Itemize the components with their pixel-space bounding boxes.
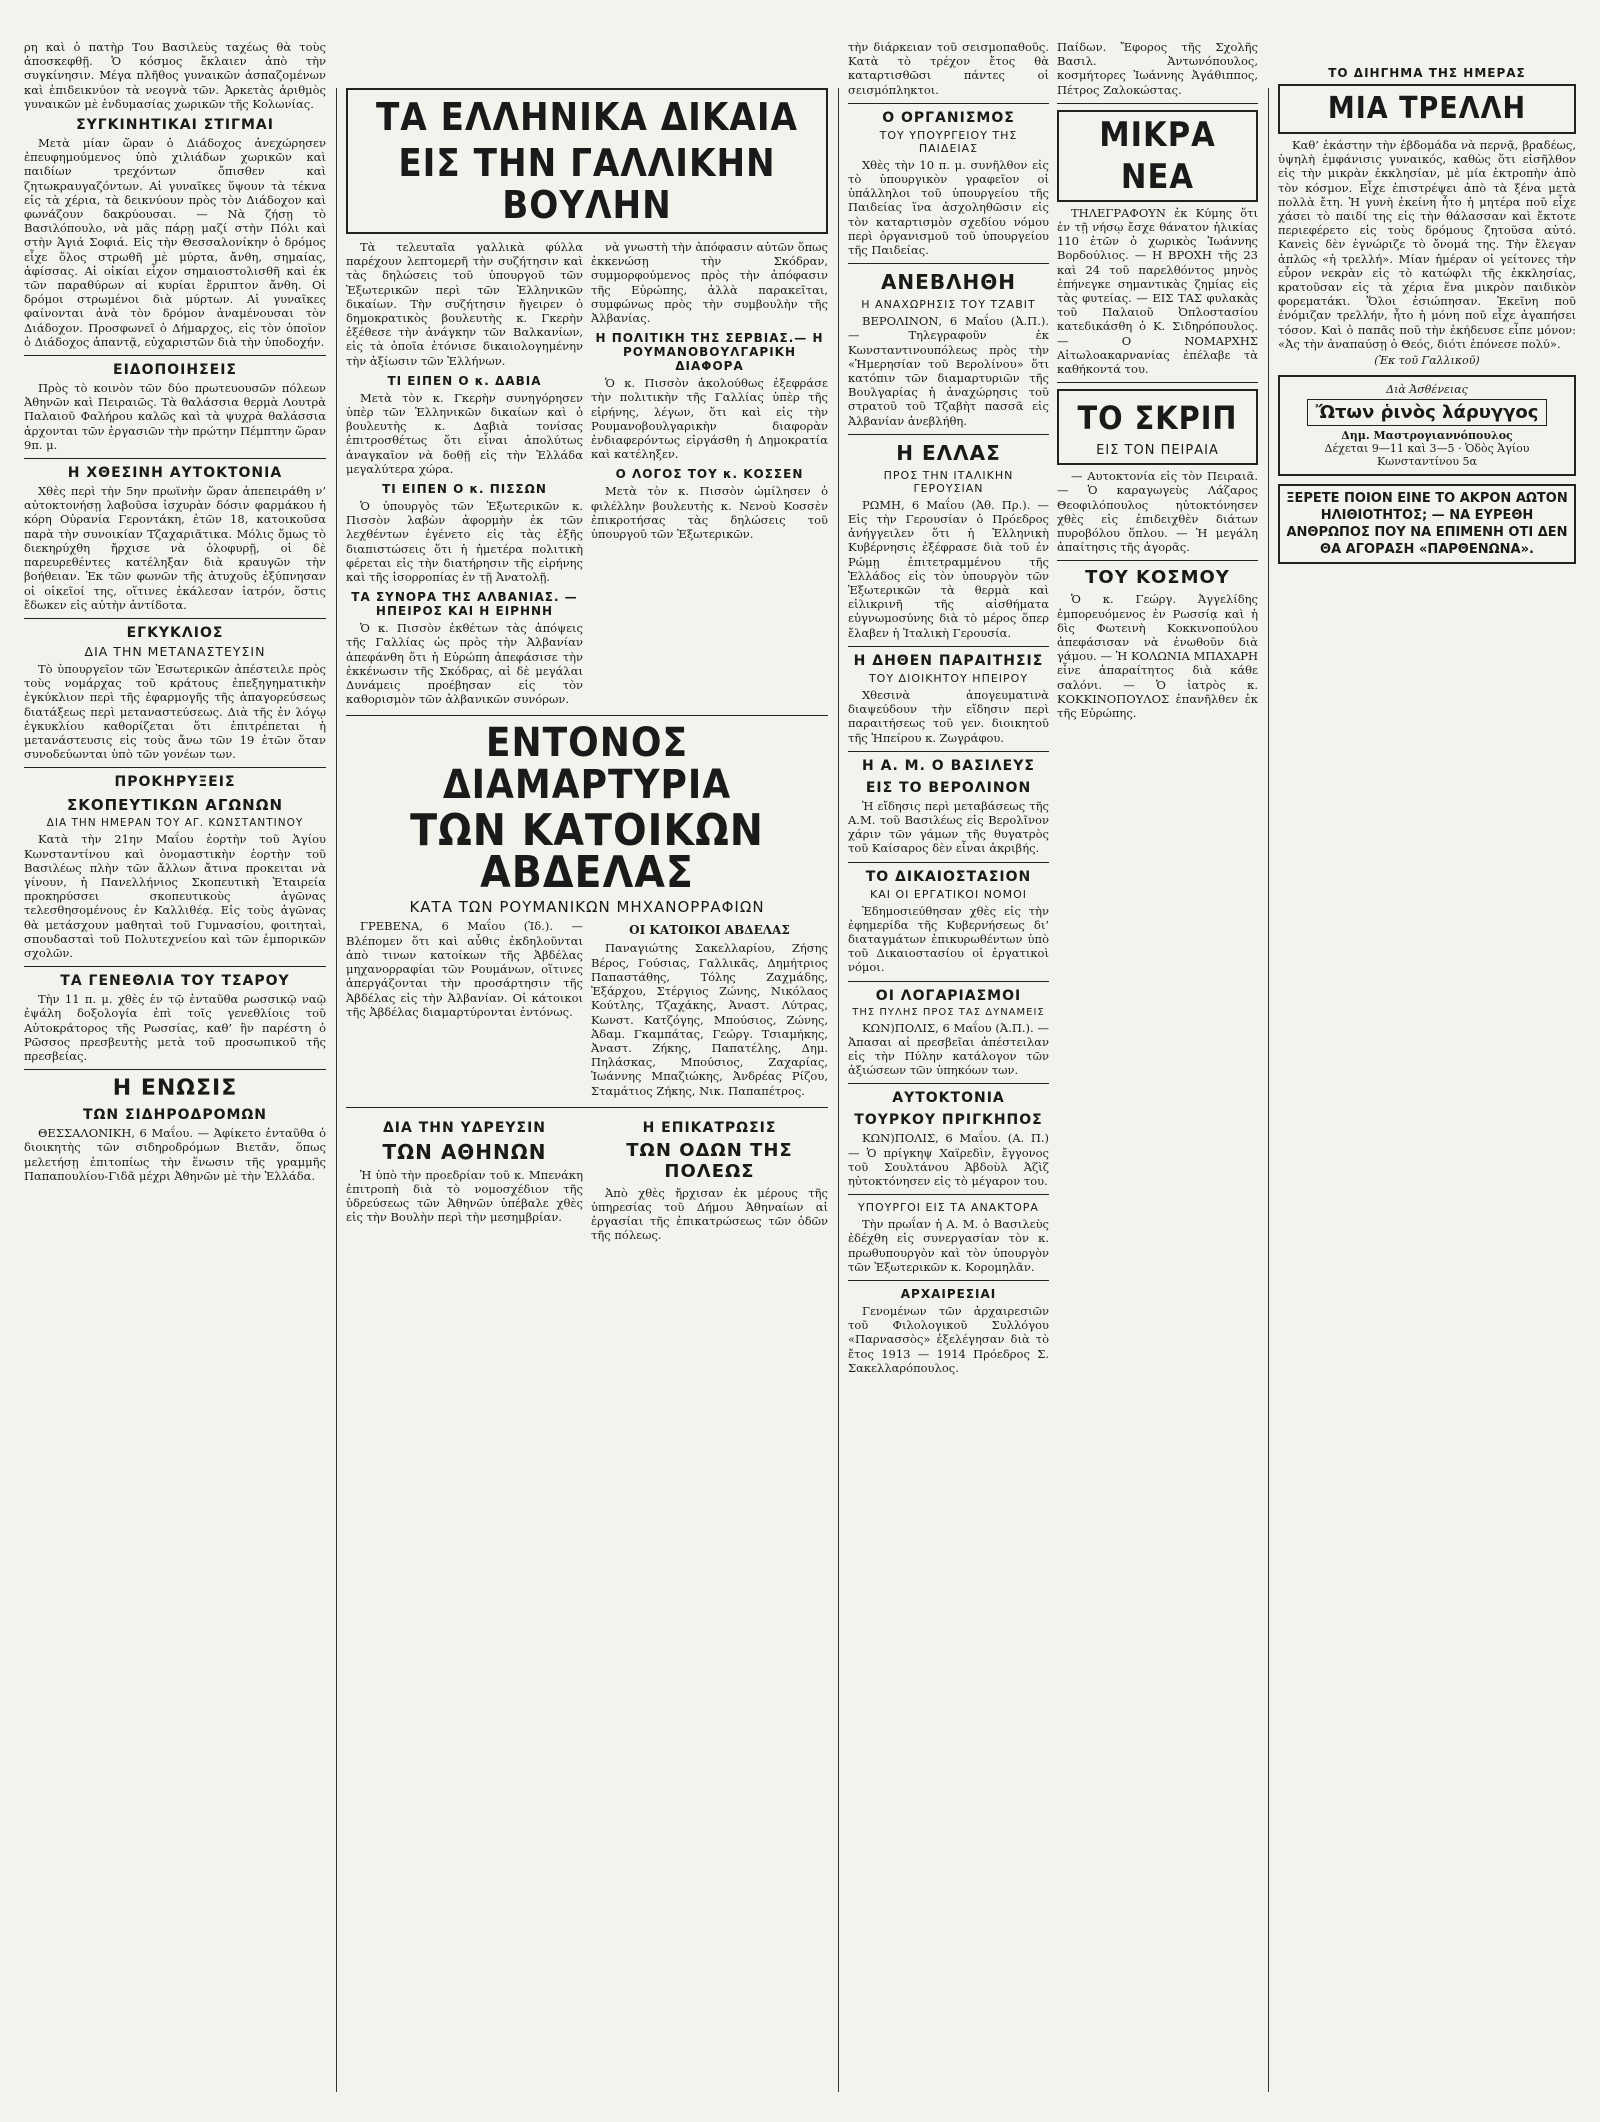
lead-text: Τὰ τελευταῖα γαλλικὰ φύλλα παρέχουν λεπτομερῆ τὴν συζήτησιν καὶ τὰς δηλώσεις τοῦ ὑπουργοῦ τῶν Ἐξωτερικῶν περὶ τῶν Ἑλληνικῶν δικαίων. Τὴν συζήτησιν ἤγειρεν ὁ δημοκρατικὸς βουλευτὴς κ. Γκερὴν ἐξέθεσε τὴν ἀνάγκην τῶν Βαλκανίων, εἰς τὰ ὁποῖα ἐτόνισε δικαιολογημένην τὴν ἀξίωσιν τῶν Ἑλλήνων. [346, 240, 583, 368]
synora-text: Ὁ κ. Πισσὸν ἐκθέτων τὰς ἀπόψεις τῆς Γαλλίας ὡς πρὸς τὴν Ἀλβανίαν ἀπεφάνθη ὅτι ἡ Εὐρώπη ἀπεφάσισε τὴν ἐκκένωσιν τῆς Σκόδρας, αἱ δὲ μεγάλαι Δυνάμεις προέβησαν εἰς τὸν καθορισμὸν τῶν ἀλβανικῶν συνόρων. [346, 621, 583, 707]
skrip-text: — Αυτοκτονία εἰς τὸν Πειραιᾶ. — Ὁ καραγωγεὺς Λάζαρος Θεοφιλόπουλος ηὐτοκτόνησεν χθὲς εἰς ἐπιδειχθὲν διάτων πυροβόλου ὅπλου. — Ἡ μεγάλη ἀπαίτησις τῆς ἀγορᾶς. [1057, 469, 1258, 555]
opening-paragraph: ρη καὶ ὁ πατὴρ Του Βασιλεὺς ταχέως θὰ τοὺς ἀποσκεφθῇ. Ὁ κόσμος ἔκλαιεν ἀπὸ τὴν συγκίνησιν. Μέγα πλῆθος γυναικῶν ἀσπαζομένων καὶ ἐπιδεικνύον τὰ νεογνὰ τῶν. Ἀρκετὰς ἀριθμὸς γυναικῶν μὲ ἐνδυμασίας χωρικῶν τῆς Κολωνίας. [24, 40, 326, 111]
column-rule [1268, 88, 1269, 2092]
parthenon-advertisement: ΞΕΡΕΤΕ ΠΟΙΟΝ ΕΙΝΕ ΤΟ ΑΚΡΟΝ ΑΩΤΟΝ ΗΛΙΘΙΟΤΗΤΟΣ; — ΝΑ ΕΥΡΕΘΗ ΑΝΘΡΩΠΟΣ ΠΟΥ ΝΑ ΕΠΙΜΕΝΗ ΟΤΙ ΔΕΝ ΘΑ ΑΓΟΡΑΣΗ «ΠΑΡΘΕΝΩΝΑ». [1278, 484, 1576, 564]
ypourgoi-text: Τὴν πρωΐαν ἡ Α. Μ. ὁ Βασιλεὺς ἐδέχθη εἰς συνεργασίαν τὸν κ. πρωθυπουργὸν καὶ τὸν ὑπουργὸν τῶν Ἐξωτερικῶν κ. Κορομηλᾶν. [848, 1217, 1049, 1274]
column-rule [336, 88, 337, 2092]
mikra-text: ΤΗΛΕΓΡΑΦΟΥΝ ἐκ Κύμης ὅτι ἐν τῇ νήσῳ ἔσχε θάνατον ἡλικίας 110 ἐτῶν ὁ χωρικὸς Ἰωάννης Βορδούλιος. — Η ΒΡΟΧΗ τῆς 23 καὶ 24 τοῦ παρελθόντος μηνὸς ἐπήνεγκε σημαντικὰς ζημίας εἰς τὰς φυτείας. — ΕΙΣ ΤΑΣ φυλακὰς τοῦ Παλαιοῦ Ὀπλοστασίου κατεδικάσθη ὁ Κ. Σιδηρόπουλος. — Ο ΝΟΜΑΡΧΗΣ Αἰτωλοακαρνανίας ἐπέλαβε τὰ καθήκοντά του. [1057, 205, 1258, 377]
heading-ellas-1: Η ΕΛΛΑΣ [896, 440, 1001, 465]
heading-diamartyria-1: ΕΝΤΟΝΟΣ ΔΙΑΜΑΡΤΥΡΙΑ [442, 720, 732, 809]
heading-dikaiostasion-1: ΤΟ ΔΙΚΑΙΟΣΤΑΣΙΟΝ [865, 868, 1032, 885]
headline-line-1: ΤΑ ΕΛΛΗΝΙΚΑ ΔΙΚΑΙΑ [375, 95, 799, 139]
column-3 [844, 40, 1262, 2092]
ad-line-1: Διὰ Ἀσθένειας [1386, 383, 1468, 397]
heading-aftoktonia-2: ΤΟΥΡΚΟΥ ΠΡΙΓΚΗΠΟΣ [854, 1112, 1043, 1129]
heading-organismos-2: ΤΟΥ ΥΠΟΥΡΓΕΙΟΥ ΤΗΣ ΠΑΙΔΕΙΑΣ [879, 128, 1018, 155]
heading-mikra-nea: ΜΙΚΡΑ ΝΕΑ [1057, 110, 1258, 202]
heading-sygkinitikai: ΣΥΓΚΙΝΗΤΙΚΑΙ ΣΤΙΓΜΑΙ [76, 117, 274, 134]
heading-epikatra: Η ΕΠΙΚΑΤΡΩΣΙΣ [642, 1119, 777, 1136]
heading-kosmou: ΤΟΥ ΚΟΣΜΟΥ [1085, 567, 1230, 589]
heading-aftoktonia-1: ΑΥΤΟΚΤΟΝΙΑ [892, 1090, 1005, 1107]
col3-top-text: τὴν διάρκειαν τοῦ σεισμοπαθοῦς. Κατὰ τὸ τρέχον ἔτος θὰ καταρτισθῶσι πάντες οἱ σεισμόπληκτοι. [848, 40, 1049, 97]
column-4 [1274, 60, 1580, 2092]
heading-paraitisis-1: Η ΔΗΘΕΝ ΠΑΡΑΙΤΗΣΙΣ [853, 652, 1044, 669]
aneval-text: ΒΕΡΟΛΙΝΟΝ, 6 Μαΐου (Ἀ.Π.). — Τηλεγραφοῦν ἐκ Κωνσταντινουπόλεως πρὸς τὴν «Ἡμερησίαν τοῦ Βερολίνου» ὅτι κατόπιν τῶν διαμαρτυριῶν τῆς Βουλγαρίας ἡ ἀναχώρησις τοῦ στρατοῦ τοῦ Τζαβὴτ πασσᾶ εἰς Ἀλβανίαν ἀνεβλήθη. [848, 314, 1049, 428]
heading-vasileus-2: ΕΙΣ ΤΟ ΒΕΡΟΛΙΝΟΝ [865, 779, 1032, 796]
right-lead-text: νὰ γνωστὴ τὴν ἀπόφασιν αὐτῶν ὅπως ἐκκενώσῃ τὴν Σκόδραν, συμμορφούμενος πρὸς τὴν ἀπόφασιν τῆς Εὐρώπης, ἀλλὰ παρακεῖται, συμφώνως πρὸς τὴν συμβουλὴν τῆς Ἀλβανίας. [591, 240, 828, 326]
diigima-source: (Ἐκ τοῦ Γαλλικοῦ) [1374, 354, 1480, 368]
doctor-advertisement [1278, 375, 1576, 476]
heading-aneval-2: Η ΑΝΑΧΩΡΗΣΙΣ ΤΟΥ ΤΖΑΒΙΤ [861, 298, 1036, 312]
heading-dikaiostasion-2: ΚΑΙ ΟΙ ΕΡΓΑΤΙΚΟΙ ΝΟΜΟΙ [870, 887, 1027, 901]
column-rule [838, 88, 839, 2092]
sygkinitikai-text: Μετὰ μίαν ὥραν ὁ Διάδοχος ἀνεχώρησεν ἐπευφημούμενος ὑπὸ χιλιάδων χωρικῶν καὶ παιδίων τρεχόντων ὄπισθεν καὶ ζητωκραυγαζόντων. Αἱ γυναῖκες ὕψουν τὰ τέκνα εἰς τὰ χέρια, τὰ δεικνύουν πρὸς τὸν Διάδοχον καὶ φωνάζουν δακρύουσαι. — Νὰ ζήσῃ τὸ Βασιλόπουλο, νὰ μᾶς πάρῃ μαζί στὴν Πόλι καὶ στὴν Ἁγιά Σοφιά. Εἰς τὴν Θεσσαλονίκην ὁ δρόμος εἶχε ὅλος στρωθῆ μὲ μύρτα, ἄνθη, σημαίας, ἀφίσσας. Αἱ οἰκίαι εἶχον σημαιοστολισθῆ καὶ ἐκ τῶν παραθύρων αἱ κυρίαι ἔρριπτον ἄνθη. Οἱ δρόμοι στρωμένοι διὰ μύρτων. Αἱ γυναῖκες φαίνονται ἀνὰ τὸν δρόμον ἀναμένουσαι τὸν Διάδοχον. Προσφωνεῖ ὁ Δήμαρχος, εἰς τὸν ὁποῖον ὁ Διάδοχος ἀπαντᾷ, εὐχαριστῶν διὰ τὴν ὑποδοχήν. [24, 136, 326, 349]
eidopoiiseis-text: Πρὸς τὸ κοινὸν τῶν δύο πρωτευουσῶν πόλεων Ἀθηνῶν καὶ Πειραιῶς. Τὰ θαλάσσια θερμὰ Λουτρὰ Παλαιοῦ Φαλήρου καλῶς καὶ τὰ ψυχρὰ θαλάσσια ἀρχονται τῶν ἐργασιῶν τὴν πρώτην Πέμπτην ὥραν 9π. μ. [24, 381, 326, 452]
archairesiai-text: Γενομένων τῶν ἀρχαιρεσιῶν τοῦ Φιλολογικοῦ Συλλόγου «Παρνασσὸς» ἐξελέγησαν διὰ τὸ ἔτος 1913 — 1914 Πρόεδρος Σ. Σακελλαρόπουλος. [848, 1303, 1049, 1375]
diigima-text: Καθ’ ἑκάστην τὴν ἑβδομάδα νὰ περνᾷ, βραδέως, ὑψηλὴ ἐμφάνισις γυναικός, καθὼς ὅτι εἰσῆλθον εἰς τὴν μικρὰν ἐκκλησίαν, μὲ μία ἐκτροπὴν ἀπὸ τὸν κόσμον. Εἶχε ἐπιστρέψει ἀπὸ τὰ ξένα μετὰ πολλὰ ἔτη. Ἡ γυνὴ ἐκείνη ἦτο ἡ μητέρα ποῦ εἶχε χάσει τὸ παιδί της εἰς τὴν θάλασσαν καὶ ἔκτοτε περιεφέρετο εἰς τοὺς δρόμους ζητοῦσα αὐτό. Κανεὶς δὲν ἐγνώριζε τὸ ὄνομά της. Τὴν ἔλεγαν ἁπλῶς «ἡ τρελλή». Μίαν ἡμέραν οἱ γείτονες τὴν εὗρον νεκρὰν εἰς τὸ κατώφλι τῆς ἐκκλησίας, κρατοῦσαν εἰς τὰ χέρια ἕνα μικρὸν παιδικὸν φορεματάκι. Ὅλοι ἐσιώπησαν. Ἐκεῖνη ποῦ ἐνόμιζαν τρελλήν, ἦτο ἡ μόνη ποῦ εἶχε ἀγαπήσει τόσον. Καὶ ὁ παπᾶς ποῦ τὴν ἐκήδευσε εἶπε μόνον: «Ἀς τὴν ἀναπαύσῃ ὁ Θεός, διότι ἐπόνεσε πολύ». [1278, 138, 1576, 351]
genethlia-text: Τὴν 11 π. μ. χθὲς ἐν τῷ ἐνταῦθα ρωσσικῷ ναῷ ἐψάλη δοξολογία ἐπὶ τοῖς γενεθλίοις τοῦ Αὐτοκράτορος τῆς Ρωσσίας, καθ’ ἣν παρέστη ὁ Ρῶσσος πρεσβευτὴς μετὰ τοῦ προσωπικοῦ τῆς πρεσβείας. [24, 992, 326, 1063]
column-1 [20, 40, 330, 2092]
heading-mia-trelli: ΜΙΑ ΤΡΕΛΛΗ [1278, 84, 1576, 134]
headline-box [346, 88, 828, 234]
ellas-text: ΡΩΜΗ, 6 Μαΐου (Ἀθ. Πρ.). — Εἰς τὴν Γερουσίαν ὁ Πρόεδρος ἀνήγγειλεν ὅτι ἡ Ἑλληνικὴ Κυβέρνησις ἐξέφρασε διὰ τοῦ ἐν Ρώμῃ ἐπιτετραμμένου τῆς Ἑλλάδος εἰς τὸν ὑπουργὸν τῶν Ἐξωτερικῶν τὰ θερμὰ καὶ εἰλικρινῆ τῆς αἰσθήματα εὐγνωμοσύνης διὰ τὸ μέρος ὅπερ ἔλαβεν ἡ Ἰταλικὴ Γερουσία. [848, 497, 1049, 640]
vasileus-text: Ἡ εἴδησις περὶ μεταβάσεως τῆς Α.Μ. τοῦ Βασιλέως εἰς Βερολῖνον χάριν τῶν γάμων τῆς θυγατρὸς τοῦ Καίσαρος δὲν εἶναι ἀκριβής. [848, 798, 1049, 856]
ad-line-4: Δέχεται 9—11 καὶ 3—5 · Ὁδὸς Ἁγίου Κωνσταντίνου 5α [1324, 442, 1530, 469]
heading-ypourgoi: ΥΠΟΥΡΓΟΙ ΕΙΣ ΤΑ ΑΝΑΚΤΟΡΑ [858, 1201, 1039, 1215]
heading-politiki: Η ΠΟΛΙΤΙΚΗ ΤΗΣ ΣΕΡΒΙΑΣ.— Η ΡΟΥΜΑΝΟΒΟΥΛΓΑΡΙΚΗ ΔΙΑΦΟΡΑ [595, 331, 824, 374]
heading-ydreysi-sub: ΤΩΝ ΑΘΗΝΩΝ [382, 1139, 547, 1164]
heading-diigima: ΤΟ ΔΙΗΓΗΜΑ ΤΗΣ ΗΜΕΡΑΣ [1328, 66, 1526, 80]
logariasmoi-text: ΚΩΝ)ΠΟΛΙΣ, 6 Μαΐου (Ἀ.Π.). — Ἀπασαι αἱ πρεσβεῖαι ἀπέστειλαν εἰς τὴν Πύλην κατάλογον τῶν ἀξιώσεων τῶν ὑπηκόων των. [848, 1020, 1049, 1078]
heading-skrip-1: ΤΟ ΣΚΡΙΠ [1077, 399, 1238, 438]
heading-egkyklios: ΕΓΚΥΚΛΙΟΣ [126, 624, 224, 641]
heading-ydreysi: ΔΙΑ ΤΗΝ ΥΔΡΕΥΣΙΝ [382, 1119, 547, 1136]
heading-xoesini: Η ΧΘΕΣΙΝΗ ΑΥΤΟΚΤΟΝΙΑ [67, 465, 283, 482]
pisson-text: Ὁ ὑπουργὸς τῶν Ἐξωτερικῶν κ. Πισσὸν λαβὼν ἀφορμὴν ἐκ τῶν λεχθέντων ἐγένετο εἰς τὰς ἑξῆς διαπιστώσεις ὅτι ἡ ἡμετέρα πολιτικὴ φέρεται εἰς τὴν διατήρησιν τῆς εἰρήνης καὶ τῆς ἰσορροπίας ἐν τῇ Ἀνατολῇ. [346, 499, 583, 585]
col3b-top-text: Παίδων. Ἔφορος τῆς Σχολῆς Βασιλ. Ἀντωνόπουλος, κοσμήτορες Ἰωάννης Ἀγάθιππος, Πέτρος Ζαλοκώστας. [1057, 40, 1258, 97]
headline-line-2: ΕΙΣ ΤΗΝ ΓΑΛΛΙΚΗΝ ΒΟΥΛΗΝ [398, 141, 776, 227]
prokirixeis-text: Κατὰ τὴν 21ην Μαΐου ἑορτὴν τοῦ Ἁγίου Κωνσταντίνου καὶ ὀνομαστικὴν ἑορτὴν τοῦ Βασιλέως πλὴν τῶν ἄλλων ἄτινα προκειται νὰ γίνουν, ἡ Πανελλήνιος Σκοπευτικὴ Ἑταιρεία προκηρύσσει σκοπευτικοὺς ἀγῶνας τελεσθησομένους ἐν Καλλιθέᾳ. Εἰς τοὺς ἀγῶνας θὰ μετάσχουν μαθηταὶ τοῦ Γυμνασίου, φοιτηταὶ, σπουδασταὶ τοῦ Πολυτεχνείου καὶ τῶν ἐμπορικῶν σχολῶν. [24, 832, 326, 960]
paraitisis-text: Χθεσινὰ ἀπογευματινὰ διαψεύδουν τὴν εἴδησιν περὶ παραιτήσεως τοῦ γεν. διοικητοῦ τῆς Ἠπείρου κ. Ζωγράφου. [848, 687, 1049, 745]
ad-line-3: Δημ. Μαστρογιαννόπουλος [1341, 429, 1513, 443]
heading-diamartyria-sub: ΚΑΤΑ ΤΩΝ ΡΟΥΜΑΝΙΚΩΝ ΜΗΧΑΝΟΡΡΑΦΙΩΝ [409, 898, 765, 917]
heading-ellas-2: ΠΡΟΣ ΤΗΝ ΙΤΑΛΙΚΗΝ ΓΕΡΟΥΣΙΑΝ [883, 468, 1014, 495]
dadia-text: Μετὰ τὸν κ. Γκερὴν συνηγόρησεν ὑπὲρ τῶν Ἑλληνικῶν δικαίων καὶ ὁ βουλευτὴς κ. Δαβιὰ τονίσας ἐπιτροσθέτως ὅτι εἶναι ἀπολύτως ἀναγκαῖον νὰ δοθῇ εἰς τὴν Ἑλλάδα μεγαλύτερα χώρα. [346, 390, 583, 476]
organismos-text: Χθὲς τὴν 10 π. μ. συνῆλθον εἰς τὸ ὑπουργικὸν γραφεῖον οἱ ὑπάλληλοι τοῦ ὑπουργείου τῆς Παιδείας ἵνα ἀσχοληθῶσιν εἰς τὸν καταρτισμὸν σχεδίου νόμου περὶ ὀργανισμοῦ τοῦ ὑπουργείου τῆς Παιδείας. [848, 157, 1049, 258]
heading-dadia: ΤΙ ΕΙΠΕΝ Ο κ. ΔΑΒΙΑ [387, 373, 542, 388]
heading-pisson: ΤΙ ΕΙΠΕΝ Ο κ. ΠΙΣΣΩΝ [382, 482, 547, 497]
heading-aneval-1: ΑΝΕΒΛΗΘΗ [880, 270, 1017, 295]
epikatra-text: Ἀπὸ χθὲς ἤρχισαν ἐκ μέρους τῆς ὑπηρεσίας τοῦ Δήμου Ἀθηναίων αἱ ἐργασίαι τῆς ἐπικατρώσεως τῶν ὁδῶν τῆς πόλεως. [591, 1185, 828, 1243]
heading-enosis: Η ΕΝΩΣΙΣ [112, 1076, 238, 1102]
xoesini-text: Χθὲς περὶ τὴν 5ην πρωϊνὴν ὥραν ἀπεπειράθη ν’ αὐτοκτονήσῃ λαβοῦσα ἰσχυρὰν δόσιν φαρμάκου ἡ κόρη Οὐρανία Γεροντάκη, ἐτῶν 18, κατοικοῦσα παρὰ τὴν συνοικίαν Τζαχαριᾶτικα. Μόλις ὅμως τὸ διεκηρύχθη ἤρχισε νὰ ὀλοφυρῇ, οἱ δὲ παρευρεθέντες κατέληξαν διὰ κραυγῶν τὴν βοήθειαν. Ἐκ τῶν φωνῶν τῆς ἀτυχοῦς ἐξύπνησαν οἱ οἰκεῖοί της, οἵτινες ἐκάλεσαν ἰατρόν, ὅστις ἔδωκεν εἰς αὐτὴν ἀντίδοτα. [24, 484, 326, 612]
column-2 [342, 88, 832, 2092]
heading-prokirixeis-sub: ΔΙΑ ΤΗΝ ΗΜΕΡΑΝ ΤΟΥ ΑΓ. ΚΩΝΣΤΑΝΤΙΝΟΥ [46, 817, 304, 830]
heading-enosis-sub: ΤΩΝ ΣΙΔΗΡΟΔΡΟΜΩΝ [82, 1107, 268, 1124]
dikaiostasion-text: Ἐδημοσιεύθησαν χθὲς εἰς τὴν ἐφημερίδα τῆς Κυβερνήσεως δι’ διαταγμάτων ἐπικυρωθέντων ὑπὸ τοῦ Δικαιοστασίου οἱ ἐργατικοὶ νόμοι. [848, 903, 1049, 975]
heading-logariasmoi-2: ΤΗΣ ΠΥΛΗΣ ΠΡΟΣ ΤΑΣ ΔΥΝΑΜΕΙΣ [852, 1006, 1045, 1018]
heading-kossen: Ο ΛΟΓΟΣ ΤΟΥ κ. ΚΟΣΣΕΝ [615, 467, 804, 482]
heading-logariasmoi-1: ΟΙ ΛΟΓΑΡΙΑΣΜΟΙ [875, 987, 1022, 1004]
heading-egkyklios-sub: ΔΙΑ ΤΗΝ ΜΕΤΑΝΑΣΤΕΥΣΙΝ [84, 643, 266, 659]
heading-synora: ΤΑ ΣΥΝΟΡΑ ΤΗΣ ΑΛΒΑΝΙΑΣ. — ΗΠΕΙΡΟΣ ΚΑΙ Η ΕΙΡΗΝΗ [351, 590, 578, 619]
kosmou-text: Ὁ κ. Γεώργ. Ἀγγελίδης ἐμπορευόμενος ἐν Ρωσσίᾳ καὶ ἡ δὶς Φωτεινὴ Κοκκινοπούλου ἀπεφάσισαν νὰ ἑνωθοῦν διὰ γάμου. — Ἡ ΚΟΛΩΝΙΑ ΜΠΑΧΑΡΗ εἶνε ἀπαραίτητος διὰ κάθε σαλόνι. — Ὁ ἰατρὸς κ. ΚΟΚΚΙΝΟΠΟΥΛΟΣ ἐπανῆλθεν ἐκ τῆς Εὐρώπης. [1057, 592, 1258, 721]
heading-prokirixeis-b: ΣΚΟΠΕΥΤΙΚΩΝ ΑΓΩΝΩΝ [66, 796, 284, 815]
kossen-text: Μετὰ τὸν κ. Πισσὸν ὡμίλησεν ὁ φιλέλλην βουλευτὴς κ. Νενοὺ Κοσσὲν ἐπικροτήσας τὰς δηλώσεις τοῦ ὑπουργοῦ τῶν Ἐξωτερικῶν. [591, 484, 828, 542]
heading-eidopoiiseis: ΕΙΔΟΠΟΙΗΣΕΙΣ [113, 362, 237, 379]
katoikoi-heading: ΟΙ ΚΑΤΟΙΚΟΙ ΑΒΔΕΛΑΣ [629, 923, 790, 938]
heading-diamartyria-2: ΤΩΝ ΚΑΤΟΙΚΩΝ ΑΒΔΕΛΑΣ [410, 805, 764, 899]
ydreysi-text: Ἡ ὑπὸ τὴν προεδρίαν τοῦ κ. Μπενάκη ἐπιτροπὴ διὰ τὸ νομοσχέδιον τῆς ὑδρεύσεως τῶν Ἀθηνῶν ὑπέβαλε χθὲς εἰς τὴν Βουλὴν περὶ τὴν μεσημβρίαν. [346, 1167, 583, 1225]
heading-paraitisis-2: ΤΟΥ ΔΙΟΙΚΗΤΟΥ ΗΠΕΙΡΟΥ [868, 671, 1029, 685]
diamartyria-text: ΓΡΕΒΕΝΑ, 6 Μαΐου (Ἰδ.). — Βλέπομεν ὅτι καὶ αὖθις ἐκδηλοῦνται ἀπὸ τινων κατοίκων τῆς Ἀβδέλας μηχανορραφίαι τῶν Ρουμάνων, οἵτινες ἀπεργάζονται τὴν προσάρτησιν τῆς Ἀβδέλας εἰς τὴν Ἀλβανίαν. Οἱ κάτοικοι τῆς Ἀβδέλας διαμαρτύρονται ἐντόνως. [346, 919, 583, 1019]
heading-skrip-2: ΕΙΣ ΤΟΝ ΠΕΙΡΑΙΑ [1096, 443, 1219, 459]
ad-line-2: Ὤτων ῥινὸς λάρυγγος [1307, 399, 1548, 426]
heading-vasileus-1: Η Α. Μ. Ο ΒΑΣΙΛΕΥΣ [862, 757, 1035, 774]
politiki-text: Ὁ κ. Πισσὸν ἀκολούθως ἐξεφράσε τὴν πολιτικὴν τῆς Γαλλίας ὑπὲρ τῆς εἰρήνης, λέγων, ὅτι καὶ εἰς τὴν Ρουμανοβουλγαρικὴν διαφορὰν ἐνδιαφερόντως εἰργάσθη ἡ Δημοκρατία καὶ κατέληξεν. [591, 376, 828, 462]
heading-epikatra-sub: ΤΩΝ ΟΔΩΝ ΤΗΣ ΠΟΛΕΩΣ [626, 1139, 793, 1182]
heading-archairesiai: ΑΡΧΑΙΡΕΣΙΑΙ [900, 1286, 997, 1301]
enosis-text: ΘΕΣΣΑΛΟΝΙΚΗ, 6 Μαΐου. — Ἀφίκετο ἐνταῦθα ὁ διοικητὴς τῶν σιδηροδρόμων Βιετᾶν, ὅπως μελετήσῃ ἐπιτοπίως τὴν ἕνωσιν τῆς γραμμῆς Παπαπουλίου-Γιδᾶ μέχρι Ἀθηνῶν μὲ τὴν Ἑλλάδα. [24, 1126, 326, 1183]
heading-genethlia: ΤΑ ΓΕΝΕΘΛΙΑ ΤΟΥ ΤΣΑΡΟΥ [60, 973, 290, 990]
heading-organismos-1: Ο ΟΡΓΑΝΙΣΜΟΣ [882, 109, 1015, 126]
egkyklios-text: Τὸ ὑπουργεῖον τῶν Ἐσωτερικῶν ἀπέστειλε πρὸς τοὺς νομάρχας τοῦ κράτους ἐπεξηγηματικὴν ἐγκύκλιον περὶ τῆς ἐφαρμογῆς τῆς ἀπαγορεύσεως διατάξεως περὶ μεταναστεύσεως. Διὰ τῆς ἐν λόγῳ ἐγκυκλίου καθορίζεται ὅτι ἐπιτρέπεται ἡ μετανάστευσις εἰς τοὺς ἄνω τῶν 19 ἐτῶν ὅταν συνοδεύωνται ὑπὸ τῶν γονέων των. [24, 661, 326, 762]
katoikoi-text: Παναγιώτης Σακελλαρίου, Ζήσης Βέρος, Γούσιας, Γαλλικᾶς, Δημήτριος Παπαστάθης, Τόλης Ζαχμάδης, Ἐξάρχου, Στέργιος Ζώνης, Νικόλαος Κούτλης, Τζαχάκης, Ἀναστ. Λύτρας, Κωνστ. Κατζόγης, Μπούσιος, Ζώνης, Ἀδαμ. Γκαμπάτας, Γεώργ. Τσιαμήκης, Ἀναστ. Ζήκης, Παπατέλης, Δημ. Πηλάσκας, Μπούσιος, Ζαχαρίας, Ἰωάννης Μπαζιώκης, Ἀνδρέας Ρίζου, Σταμάτιος Ζήκης, Νικ. Παπαπέτρος. [591, 941, 828, 1098]
aftoktonia-text: ΚΩΝ)ΠΟΛΙΣ, 6 Μαΐου. (Α. Π.) — Ὁ πρίγκηψ Χαϊρεδὶν, ἔγγονος τοῦ Σουλτάνου Ἀβδοὺλ Ἀζὶζ ηὐτοκτόνησεν εἰς τὸ μέγαρον του. [848, 1131, 1049, 1188]
heading-prokirixeis: ΠΡΟΚΗΡΥΞΕΙΣ [114, 774, 236, 791]
